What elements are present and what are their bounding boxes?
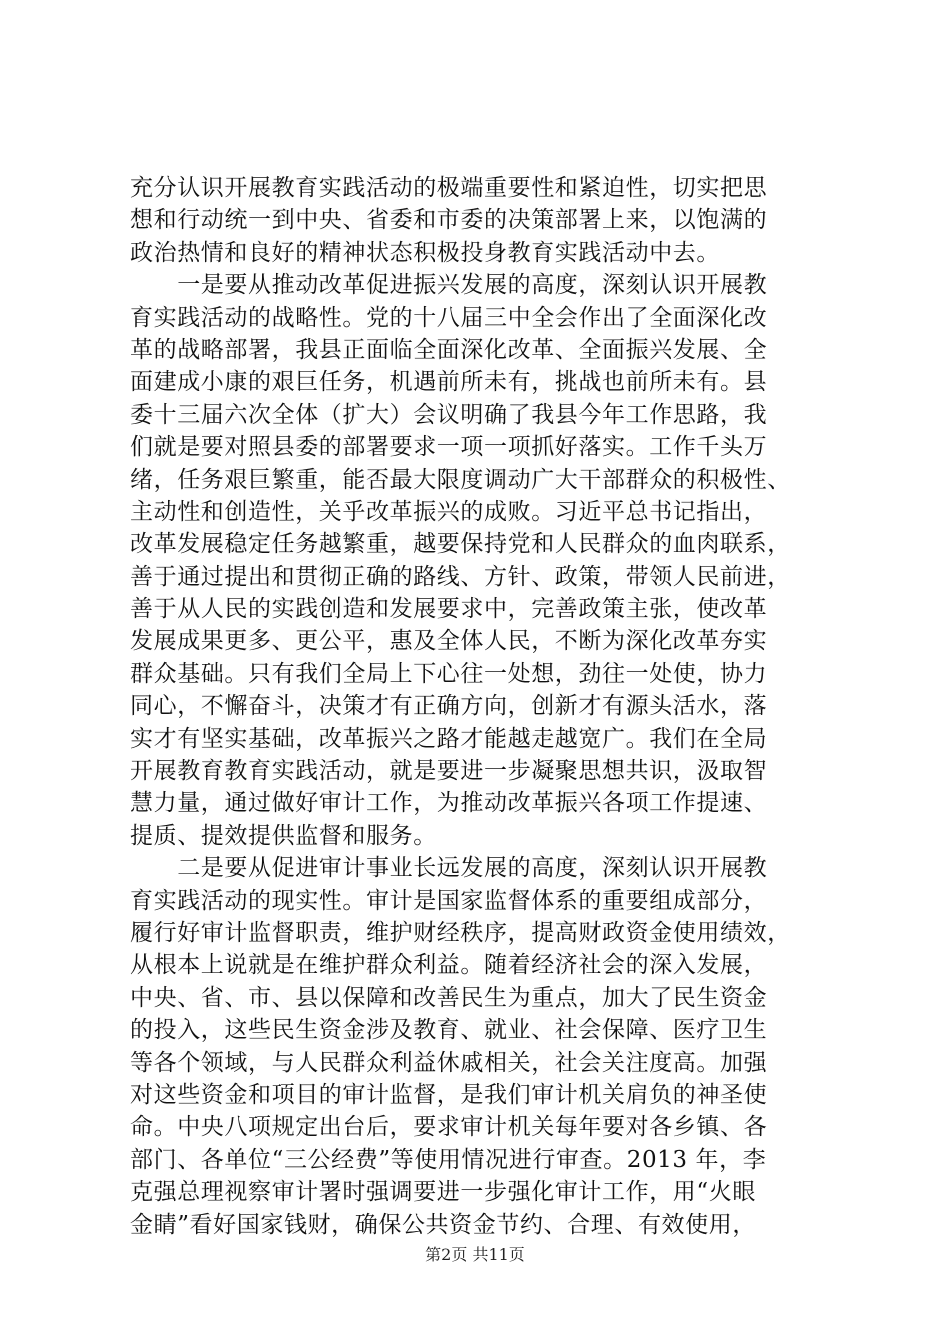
text-line: 育实践活动的战略性。党的十八届三中全会作出了全面深化改	[130, 304, 768, 331]
text-line: 善于从人民的实践创造和发展要求中，完善政策主张，使改革	[130, 596, 768, 623]
text-line: 慧力量，通过做好审计工作，为推动改革振兴各项工作提速、	[130, 790, 768, 817]
text-line: 想和行动统一到中央、省委和市委的决策部署上来，以饱满的	[130, 207, 768, 234]
text-line: 从根本上说就是在维护群众利益。随着经济社会的深入发展，	[130, 952, 768, 979]
text-line: 面建成小康的艰巨任务，机遇前所未有，挑战也前所未有。县	[130, 369, 768, 396]
page-number-footer: 第2页 共11页	[425, 1245, 525, 1264]
text-line: 命。中央八项规定出台后，要求审计机关每年要对各乡镇、各	[130, 1114, 768, 1141]
text-line: 政治热情和良好的精神状态积极投身教育实践活动中去。	[130, 239, 720, 266]
text-line: 克强总理视察审计署时强调要进一步强化审计工作，用“火眼	[130, 1179, 756, 1206]
text-line: 革的战略部署，我县正面临全面深化改革、全面振兴发展、全	[130, 336, 768, 363]
text-line: 提质、提效提供监督和服务。	[130, 822, 437, 849]
text-line: 绪，任务艰巨繁重，能否最大限度调动广大干部群众的积极性、	[130, 466, 791, 493]
text-line: 群众基础。只有我们全局上下心往一处想，劲往一处使，协力	[130, 660, 768, 687]
text-line: 部门、各单位“三公经费”等使用情况进行审查。2013 年，李	[130, 1146, 767, 1173]
text-line: 育实践活动的现实性。审计是国家监督体系的重要组成部分，	[130, 887, 768, 914]
text-line: 发展成果更多、更公平，惠及全体人民，不断为深化改革夯实	[130, 628, 768, 655]
text-line: 实才有坚实基础，改革振兴之路才能越走越宽广。我们在全局	[130, 725, 768, 752]
text-line: 充分认识开展教育实践活动的极端重要性和紧迫性，切实把思	[130, 175, 768, 201]
text-line: 同心，不懈奋斗，决策才有正确方向，创新才有源头活水，落	[130, 693, 768, 720]
text-line: 中央、省、市、县以保障和改善民生为重点，加大了民生资金	[130, 984, 768, 1011]
paragraph-start-line: 一是要从推动改革促进振兴发展的高度，深刻认识开展教	[130, 272, 768, 299]
text-line: 善于通过提出和贯彻正确的路线、方针、政策，带领人民前进，	[130, 563, 791, 590]
text-line: 金睛”看好国家钱财，确保公共资金节约、合理、有效使用，	[130, 1211, 756, 1238]
text-line: 主动性和创造性，关乎改革振兴的成败。习近平总书记指出，	[130, 498, 768, 525]
text-line: 开展教育教育实践活动，就是要进一步凝聚思想共识，汲取智	[130, 758, 768, 785]
text-line: 的投入，这些民生资金涉及教育、就业、社会保障、医疗卫生	[130, 1017, 768, 1044]
text-line: 委十三届六次全体（扩大）会议明确了我县今年工作思路，我	[130, 401, 768, 428]
body-text	[130, 172, 830, 1241]
paragraph-start-line: 二是要从促进审计事业长远发展的高度，深刻认识开展教	[130, 855, 768, 882]
text-line: 等各个领域，与人民群众利益休戚相关，社会关注度高。加强	[130, 1049, 768, 1076]
text-line: 履行好审计监督职责，维护财经秩序，提高财政资金使用绩效，	[130, 919, 791, 946]
text-line: 对这些资金和项目的审计监督，是我们审计机关肩负的神圣使	[130, 1081, 768, 1108]
text-line: 们就是要对照县委的部署要求一项一项抓好落实。工作千头万	[130, 434, 768, 461]
text-line: 改革发展稳定任务越繁重，越要保持党和人民群众的血肉联系，	[130, 531, 791, 558]
